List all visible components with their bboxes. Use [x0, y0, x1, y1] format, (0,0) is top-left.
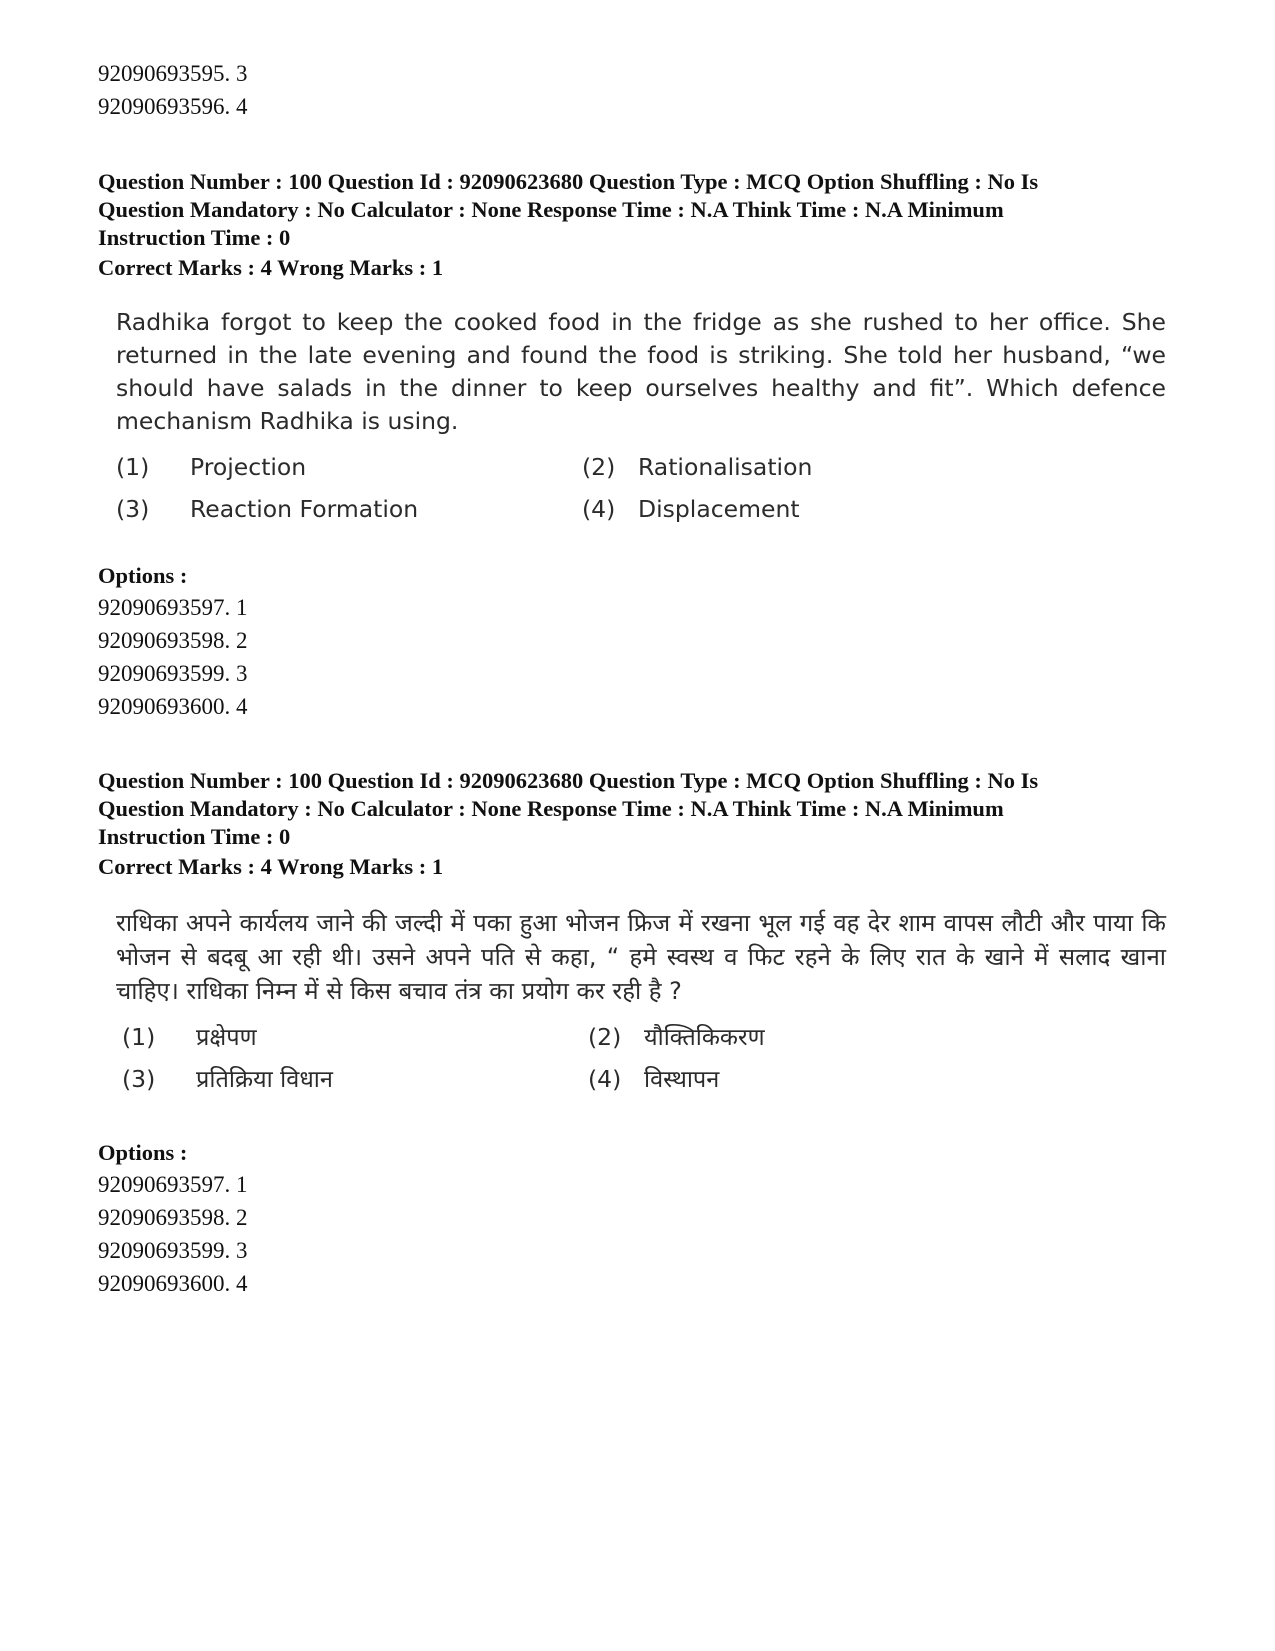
choice-label: प्रतिक्रिया विधान [196, 1065, 333, 1093]
choice-3 [122, 1064, 333, 1094]
choice-label: प्रक्षेपण [196, 1023, 257, 1051]
option-line: 92090693598. 2 [98, 1205, 248, 1230]
question-header-line: Question Number : 100 Question Id : 92090623680 Question Type : MCQ Option Shuffling : No Is [98, 169, 1039, 194]
choice-label: Projection [190, 453, 307, 481]
choice-2 [588, 1022, 765, 1052]
choice-label: विस्थापन [644, 1065, 720, 1093]
question-image [116, 906, 1166, 1112]
options-title: Options : [98, 1140, 188, 1165]
choice-number: (2) [582, 453, 616, 481]
option-line: 92090693600. 4 [98, 694, 248, 719]
option-line: 92090693597. 1 [98, 595, 248, 620]
option-line: 92090693598. 2 [98, 628, 248, 653]
question-header-line: Instruction Time : 0 [98, 824, 291, 849]
choice-number: (3) [122, 1065, 156, 1093]
question-header [98, 168, 1158, 252]
choice-1 [122, 1022, 257, 1052]
choice-number: (4) [588, 1065, 622, 1093]
option-line: 92090693599. 3 [98, 1238, 248, 1263]
choice-label: Rationalisation [638, 453, 813, 481]
choice-number: (1) [122, 1023, 156, 1051]
question-image [116, 306, 1166, 542]
option-line: 92090693595. 3 [98, 61, 248, 86]
question-header-line: Instruction Time : 0 [98, 225, 291, 250]
question-text: Radhika forgot to keep the cooked food in the fridge as she rushed to her office. She returned in the late evening and found the food is striking. She told her husband, “we should have salads in the dinner to keep ourselves healthy and fit”. Which defence mechanism Radhika is using. [116, 308, 1166, 435]
question-header-line: Question Mandatory : No Calculator : None Response Time : N.A Think Time : N.A Minimum [98, 197, 1004, 222]
option-line: 92090693599. 3 [98, 661, 248, 686]
question-header [98, 767, 1158, 851]
choice-number: (1) [116, 453, 150, 481]
question-header-line: Question Number : 100 Question Id : 92090623680 Question Type : MCQ Option Shuffling : No Is [98, 768, 1039, 793]
choice-4 [582, 494, 800, 524]
answer-choices [116, 1022, 1166, 1112]
choice-4 [588, 1064, 719, 1094]
choice-label: Reaction Formation [190, 495, 419, 523]
question-text: राधिका अपने कार्यलय जाने की जल्दी में पका हुआ भोजन फ्रिज में रखना भूल गई वह देर शाम वापस लौटी और पाया कि भोजन से बदबू आ रही थी। उसने अपने पति से कहा, “ हमे स्वस्थ व फिट रहने के लिए रात के खाने में सलाद खाना चाहिए। राधिका निम्न में से किस बचाव तंत्र का प्रयोग कर रही है ? [116, 909, 1166, 1005]
marks-line: Correct Marks : 4 Wrong Marks : 1 [98, 854, 444, 879]
marks-line: Correct Marks : 4 Wrong Marks : 1 [98, 255, 444, 280]
choice-2 [582, 452, 812, 482]
option-line: 92090693596. 4 [98, 94, 248, 119]
option-line: 92090693597. 1 [98, 1172, 248, 1197]
question-header-line: Question Mandatory : No Calculator : None Response Time : N.A Think Time : N.A Minimum [98, 796, 1004, 821]
choice-3 [116, 494, 418, 524]
choice-number: (3) [116, 495, 150, 523]
choice-label: Displacement [638, 495, 800, 523]
choice-1 [116, 452, 306, 482]
choice-number: (2) [588, 1023, 622, 1051]
option-line: 92090693600. 4 [98, 1271, 248, 1296]
options-title: Options : [98, 563, 188, 588]
choice-number: (4) [582, 495, 616, 523]
answer-choices [116, 452, 1166, 542]
choice-label: यौक्तिकिकरण [644, 1023, 765, 1051]
